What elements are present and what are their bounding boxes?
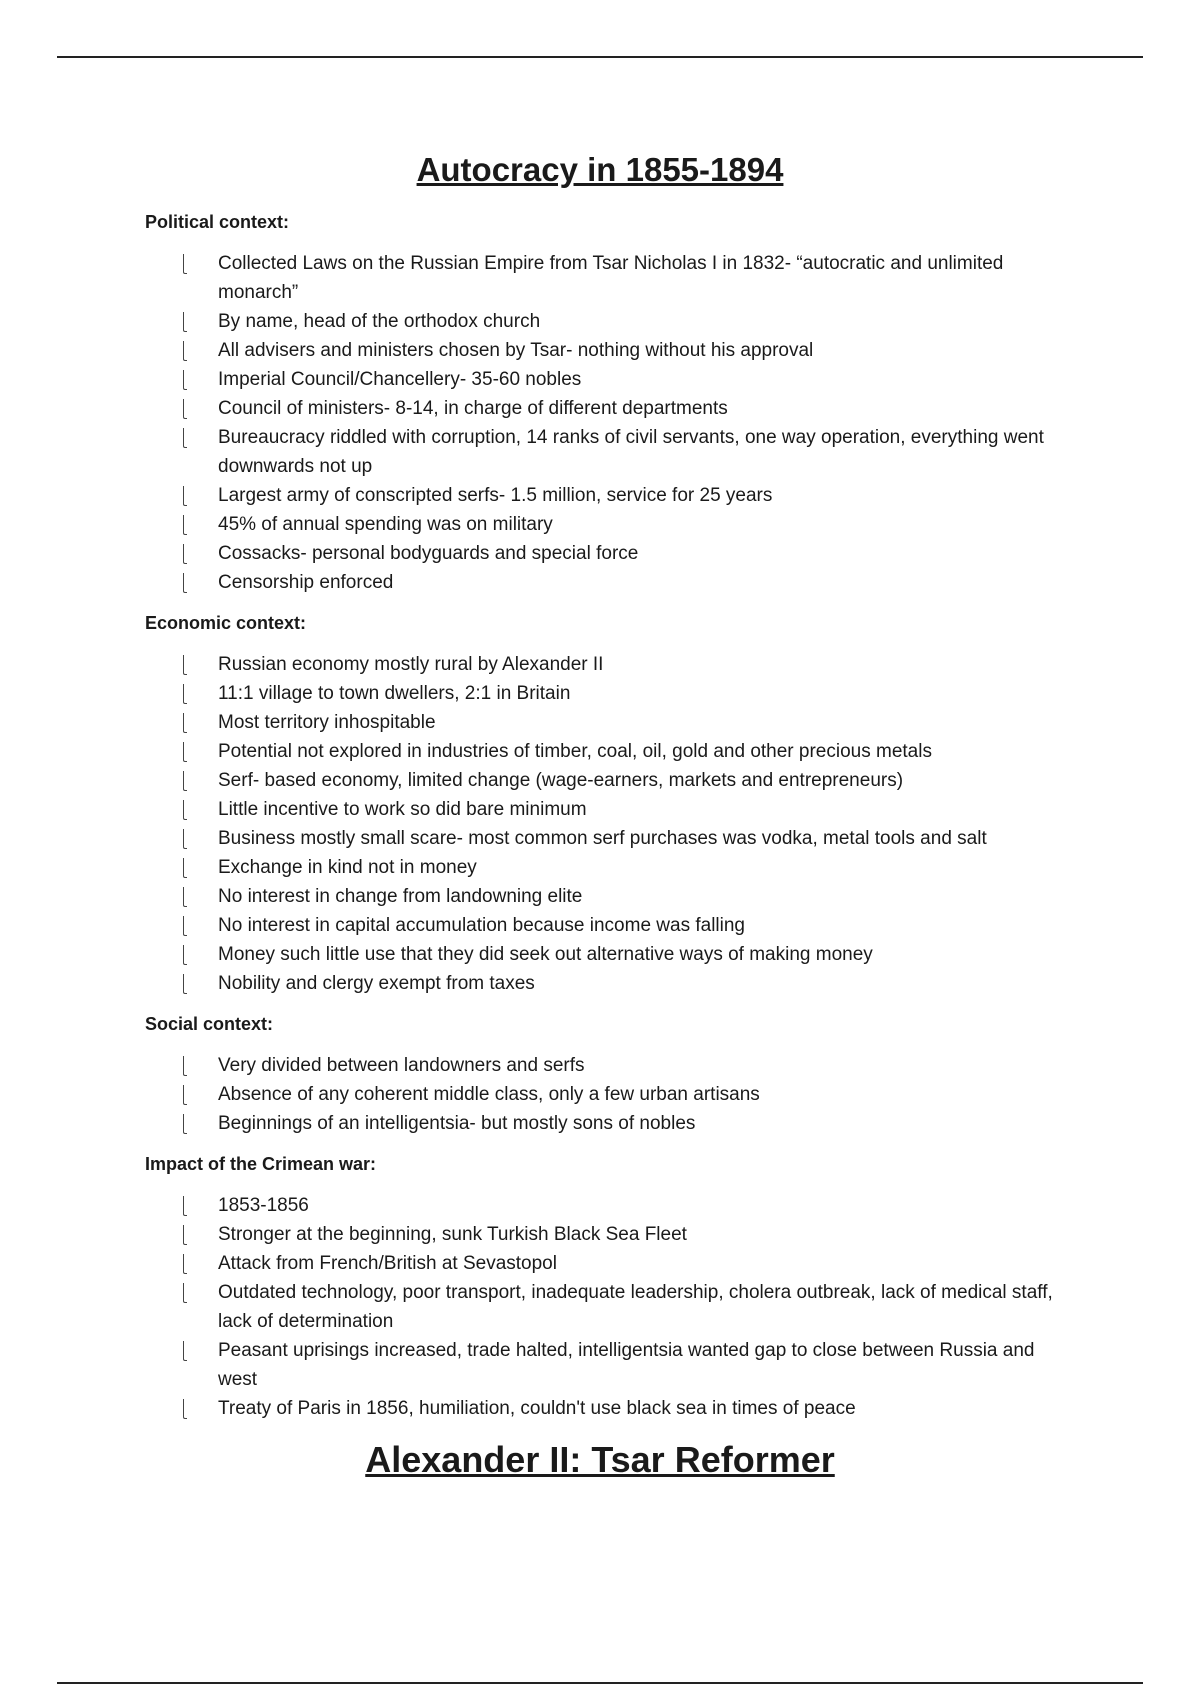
bullet-marker-icon [183, 713, 187, 733]
bullet-marker-icon [183, 312, 187, 332]
list-item [218, 365, 1063, 394]
bullet-list [0, 1051, 1200, 1138]
list-item [218, 1336, 1063, 1394]
bullet-marker-icon [183, 1341, 187, 1361]
bullet-list [0, 249, 1200, 597]
list-item-text: Beginnings of an intelligentsia- but mostly sons of nobles [218, 1113, 696, 1134]
list-item-text: By name, head of the orthodox church [218, 311, 541, 332]
list-item-text: No interest in change from landowning elite [218, 886, 583, 907]
bullet-marker-icon [183, 858, 187, 878]
bullet-marker-icon [183, 771, 187, 791]
list-item-text: Council of ministers- 8-14, in charge of different departments [218, 398, 728, 419]
list-item [218, 911, 1063, 940]
section-economic [0, 611, 1200, 998]
list-item-text: Treaty of Paris in 1856, humiliation, couldn't use black sea in times of peace [218, 1398, 856, 1419]
list-item [218, 1394, 1063, 1423]
list-item-text: 11:1 village to town dwellers, 2:1 in Britain [218, 683, 571, 704]
bullet-marker-icon [183, 254, 187, 274]
section-heading: Social context: [145, 1014, 274, 1034]
list-item-text: Exchange in kind not in money [218, 857, 477, 878]
section-social [0, 1012, 1200, 1138]
bullet-marker-icon [183, 800, 187, 820]
list-item [218, 969, 1063, 998]
list-item [218, 1051, 1063, 1080]
bullet-marker-icon [183, 544, 187, 564]
list-item [218, 423, 1063, 481]
list-item-text: Stronger at the beginning, sunk Turkish Black Sea Fleet [218, 1224, 687, 1245]
bullet-marker-icon [183, 684, 187, 704]
header-rule [57, 56, 1143, 58]
list-item-text: No interest in capital accumulation because income was falling [218, 915, 745, 936]
bullet-marker-icon [183, 1056, 187, 1076]
bullet-marker-icon [183, 1399, 187, 1419]
bullet-marker-icon [183, 829, 187, 849]
list-item [218, 568, 1063, 597]
list-item-text: Serf- based economy, limited change (wage-earners, markets and entrepreneurs) [218, 770, 904, 791]
list-item [218, 394, 1063, 423]
bullet-marker-icon [183, 370, 187, 390]
list-item-text: Potential not explored in industries of timber, coal, oil, gold and other precious metals [218, 741, 932, 762]
next-section-title: Alexander II: Tsar Reformer [365, 1439, 835, 1480]
bullet-list [0, 1191, 1200, 1423]
bullet-marker-icon [183, 1254, 187, 1274]
list-item-text: Peasant uprisings increased, trade halted, intelligentsia wanted gap to close between Russia and west [218, 1340, 1035, 1390]
list-item [218, 766, 1063, 795]
list-item [218, 1278, 1063, 1336]
list-item [218, 650, 1063, 679]
bullet-marker-icon [183, 1283, 187, 1303]
list-item-text: Money such little use that they did seek out alternative ways of making money [218, 944, 873, 965]
bullet-marker-icon [183, 1225, 187, 1245]
list-item [218, 307, 1063, 336]
list-item-text: Censorship enforced [218, 572, 394, 593]
list-item [218, 940, 1063, 969]
list-item [218, 824, 1063, 853]
list-item-text: 1853-1856 [218, 1195, 309, 1216]
bullet-marker-icon [183, 945, 187, 965]
bullet-marker-icon [183, 974, 187, 994]
list-item [218, 510, 1063, 539]
bullet-marker-icon [183, 887, 187, 907]
list-item [218, 679, 1063, 708]
bullet-marker-icon [183, 341, 187, 361]
list-item-text: Imperial Council/Chancellery- 35-60 nobles [218, 369, 582, 390]
list-item-text: Outdated technology, poor transport, inadequate leadership, cholera outbreak, lack of medical staff, lack of determination [218, 1282, 1053, 1332]
list-item-text: Russian economy mostly rural by Alexander II [218, 654, 604, 675]
list-item-text: Nobility and clergy exempt from taxes [218, 973, 535, 994]
bullet-marker-icon [183, 515, 187, 535]
list-item-text: Absence of any coherent middle class, only a few urban artisans [218, 1084, 760, 1105]
bullet-marker-icon [183, 399, 187, 419]
list-item-text: All advisers and ministers chosen by Tsar- nothing without his approval [218, 340, 814, 361]
list-item-text: Cossacks- personal bodyguards and special force [218, 543, 639, 564]
section-heading: Political context: [145, 212, 290, 232]
list-item-text: Very divided between landowners and serfs [218, 1055, 585, 1076]
list-item [218, 1109, 1063, 1138]
list-item [218, 336, 1063, 365]
section-heading: Economic context: [145, 613, 307, 633]
bullet-marker-icon [183, 655, 187, 675]
bullet-marker-icon [183, 1085, 187, 1105]
footer-rule [57, 1682, 1143, 1684]
list-item [218, 1249, 1063, 1278]
bullet-marker-icon [183, 1196, 187, 1216]
list-item-text: Bureaucracy riddled with corruption, 14 ranks of civil servants, one way operation, everything went downwards not up [218, 427, 1044, 477]
list-item [218, 882, 1063, 911]
list-item-text: Business mostly small scare- most common serf purchases was vodka, metal tools and salt [218, 828, 987, 849]
list-item-text: Attack from French/British at Sevastopol [218, 1253, 557, 1274]
list-item-text: Collected Laws on the Russian Empire from Tsar Nicholas I in 1832- “autocratic and unlimited monarch” [218, 253, 1004, 303]
list-item [218, 1080, 1063, 1109]
bullet-marker-icon [183, 573, 187, 593]
list-item [218, 1191, 1063, 1220]
list-item [218, 539, 1063, 568]
bullet-marker-icon [183, 742, 187, 762]
bullet-marker-icon [183, 486, 187, 506]
list-item [218, 249, 1063, 307]
bullet-list [0, 650, 1200, 998]
list-item [218, 795, 1063, 824]
section-crimean-war [0, 1152, 1200, 1423]
bullet-marker-icon [183, 916, 187, 936]
section-heading: Impact of the Crimean war: [145, 1154, 377, 1174]
list-item-text: Most territory inhospitable [218, 712, 436, 733]
list-item [218, 481, 1063, 510]
list-item-text: 45% of annual spending was on military [218, 514, 553, 535]
bullet-marker-icon [183, 428, 187, 448]
list-item-text: Little incentive to work so did bare minimum [218, 799, 587, 820]
page-title: Autocracy in 1855-1894 [416, 151, 784, 188]
list-item-text: Largest army of conscripted serfs- 1.5 million, service for 25 years [218, 485, 773, 506]
bullet-marker-icon [183, 1114, 187, 1134]
list-item [218, 853, 1063, 882]
list-item [218, 737, 1063, 766]
section-political [0, 210, 1200, 597]
document-body [0, 148, 1200, 1483]
list-item [218, 1220, 1063, 1249]
list-item [218, 708, 1063, 737]
